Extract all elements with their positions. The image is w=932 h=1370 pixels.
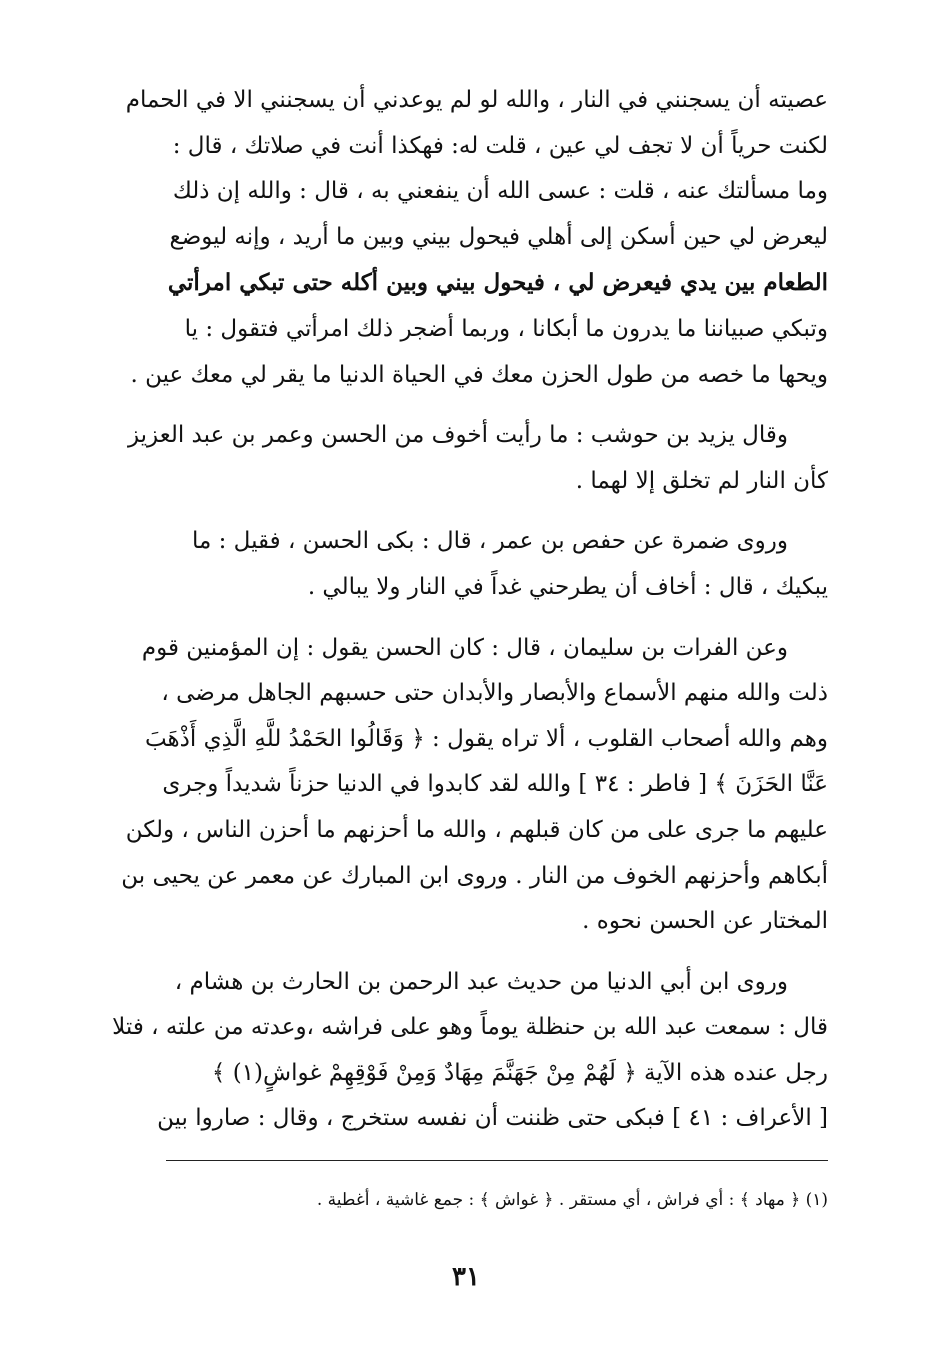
line: كأن النار لم تخلق إلا لهما . <box>575 467 828 494</box>
line: المختار عن الحسن نحوه . <box>582 908 828 935</box>
line: ليعرض لي حين أسكن إلى أهلي فيحول بيني وبين ما أريد ، وإنه ليوضع <box>169 223 828 250</box>
main-text <box>108 78 828 1142</box>
line: عصيته أن يسجنني في النار ، والله لو لم يوعدني أن يسجنني الا في الحمام <box>125 87 828 113</box>
paragraph-1 <box>108 78 828 398</box>
paragraph-2 <box>108 413 828 504</box>
line: وتبكي صبياننا ما يدرون ما أبكانا ، وربما أضجر ذلك امرأتي فتقول : يا <box>184 315 828 342</box>
paragraph-4 <box>108 626 828 945</box>
footnote-divider <box>166 1160 828 1161</box>
line: وروى ابن أبي الدنيا من حديث عبد الرحمن بن الحارث بن هشام ، <box>174 968 788 995</box>
line: عليهم ما جرى على من كان قبلهم ، والله ما أحزنهم ما أحزن الناس ، ولكن <box>125 816 828 843</box>
line: ويحها ما خصه من طول الحزن معك في الحياة الدنيا ما يقر لي معك عين . <box>130 361 828 388</box>
line: ذلت والله منهم الأسماع والأبصار والأبدان حتى حسبهم الجاهل مرضى ، <box>161 680 828 707</box>
line: وقال يزيد بن حوشب : ما رأيت أخوف من الحسن وعمر بن عبد العزيز <box>127 422 788 449</box>
paragraph-3 <box>108 519 828 610</box>
paragraph-5 <box>108 960 828 1142</box>
line: [ الأعراف : ٤١ ] فبكى حتى ظننت أن نفسه ستخرج ، وقال : صاروا بين <box>157 1105 828 1132</box>
line: قال : سمعت عبد الله بن حنظلة يوماً وهو على فراشه ،وعدته من علته ، فتلا <box>112 1014 828 1041</box>
line: وعن الفرات بن سليمان ، قال : كان الحسن يقول : إن المؤمنين قوم <box>141 634 788 661</box>
line: أبكاهم وأحزنهم الخوف من النار . وروى ابن المبارك عن معمر عن يحيى بن <box>121 862 828 889</box>
line: رجل عنده هذه الآية ﴿ لَهُمْ مِنْ جَهَنَّمَ مِهَادٌ وَمِنْ فَوْقِهِمْ غواشٍ(١) ﴾ <box>211 1059 828 1086</box>
line: وما مسألتك عنه ، قلت : عسى الله أن ينفعني به ، قال : والله إن ذلك <box>172 178 828 205</box>
line: وروى ضمرة عن حفص بن عمر ، قال : بكى الحسن ، فقيل : ما <box>191 528 788 555</box>
footnote: (١) ﴿ مهاد ﴾ : أي فراش ، أي مستقر . ﴿ غواش ﴾ : جمع غاشية ، أغطية . <box>316 1190 828 1210</box>
line: وهم والله أصحاب القلوب ، ألا تراه يقول : ﴿ وَقَالُوا الحَمْدُ للَّهِ الَّذِي أَذْهَبَ <box>144 725 828 752</box>
line-bold: الطعام بين يدي فيعرض لي ، فيحول بيني وبين أكله حتى تبكي امرأتي <box>167 269 828 297</box>
line: لكنت حرياً أن لا تجف لي عين ، قلت له: فهكذا أنت في صلاتك ، قال : <box>172 132 828 159</box>
line: يبكيك ، قال : أخاف أن يطرحني غداً في النار ولا يبالي . <box>307 573 828 600</box>
line: عَنَّا الحَزَنَ ﴾ [ فاطر : ٣٤ ] والله لقد كابدوا في الدنيا حزناً شديداً وجرى <box>162 771 828 798</box>
page-number: ٣١ <box>452 1262 480 1292</box>
